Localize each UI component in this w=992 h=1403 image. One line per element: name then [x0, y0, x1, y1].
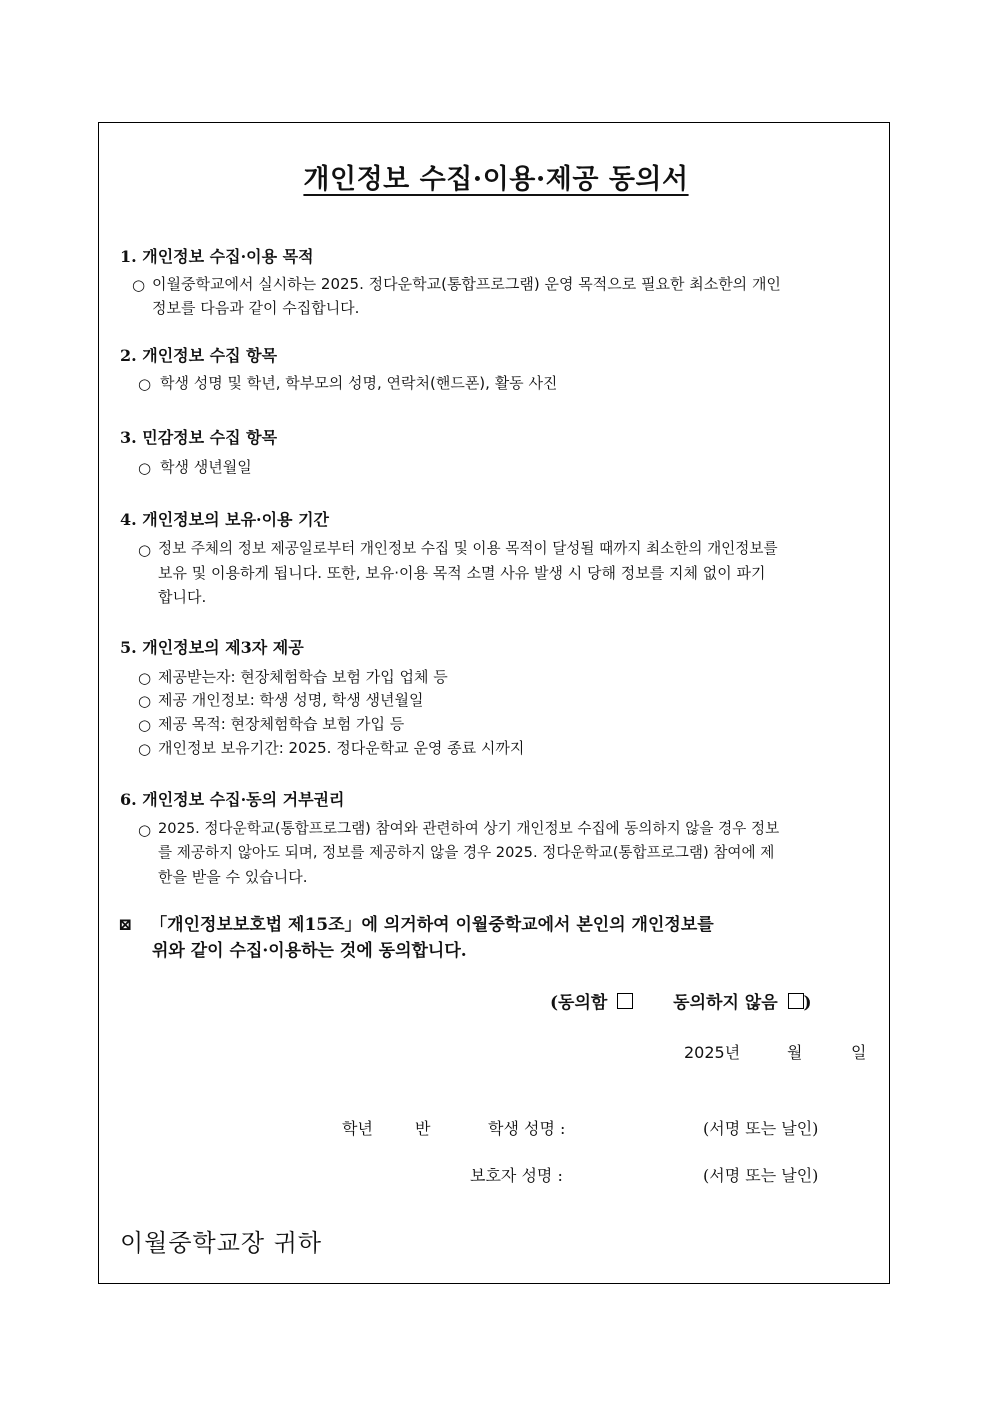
guardian-name-label: 보호자 성명 :	[470, 1166, 563, 1185]
bullet: ○	[138, 375, 152, 393]
section-6-heading: 6. 개인정보 수집·동의 거부권리	[120, 790, 345, 809]
agree-checkbox[interactable]	[617, 993, 633, 1009]
section-1-heading: 1. 개인정보 수집·이용 목적	[120, 247, 314, 266]
section-5-heading: 5. 개인정보의 제3자 제공	[120, 638, 304, 657]
bullet: ○	[138, 716, 152, 734]
checkbox-mark-icon: ⊠	[118, 915, 133, 935]
section-1-line-2: 정보를 다음과 같이 수집합니다.	[152, 299, 360, 317]
bullet: ○	[138, 821, 152, 839]
consent-notice-text-1: 「개인정보보호법 제15조」에 의거하여 이월중학교에서 본인의 개인정보를	[150, 915, 714, 935]
bullet: ○	[138, 692, 152, 710]
date-day: 일	[851, 1043, 867, 1062]
section-4-line-2: 보유 및 이용하게 됩니다. 또한, 보유·이용 목적 소멸 사유 발생 시 당해 정보를 지체 없이 파기	[158, 564, 766, 582]
student-name-label: 학생 성명 :	[488, 1119, 566, 1138]
bullet: ○	[132, 276, 146, 294]
section-3-heading: 3. 민감정보 수집 항목	[120, 428, 278, 447]
consent-notice-line-2: 위와 같이 수집·이용하는 것에 동의합니다.	[152, 941, 467, 961]
section-6-line-1: 2025. 정다운학교(통합프로그램) 참여와 관련하여 상기 개인정보 수집에 동의하지 않을 경우 정보	[158, 820, 780, 837]
bullet: ○	[138, 669, 152, 687]
consent-notice-line-1	[118, 910, 714, 935]
agree-label: 동의함	[558, 993, 608, 1013]
disagree-checkbox[interactable]	[788, 993, 804, 1009]
agreement-open-paren: (	[550, 993, 559, 1013]
disagree-label: 동의하지 않음	[673, 993, 778, 1013]
agreement-close-paren: )	[803, 993, 812, 1013]
grade-label: 학년	[342, 1119, 373, 1138]
agreement-options	[550, 988, 812, 1013]
section-2-line-1: 학생 성명 및 학년, 학부모의 성명, 연락처(핸드폰), 활동 사진	[160, 374, 558, 392]
section-5-line-1: 제공받는자: 현장체험학습 보험 가입 업체 등	[158, 668, 448, 686]
date-year: 2025년	[684, 1043, 741, 1062]
bullet: ○	[138, 459, 152, 477]
section-6-line-2: 를 제공하지 않아도 되며, 정보를 제공하지 않을 경우 2025. 정다운학교(통합프로그램) 참여에 제	[158, 844, 775, 861]
bullet: ○	[138, 740, 152, 758]
section-5-line-3: 제공 목적: 현장체험학습 보험 가입 등	[158, 715, 405, 733]
student-sign-note: (서명 또는 날인)	[703, 1119, 819, 1138]
guardian-sign-note: (서명 또는 날인)	[703, 1166, 819, 1185]
section-5-line-4: 개인정보 보유기간: 2025. 정다운학교 운영 종료 시까지	[158, 739, 525, 757]
section-4-heading: 4. 개인정보의 보유·이용 기간	[120, 510, 330, 529]
section-5-line-2: 제공 개인정보: 학생 성명, 학생 생년월일	[158, 691, 424, 709]
section-6-line-3: 한을 받을 수 있습니다.	[158, 868, 308, 886]
date-month: 월	[787, 1043, 803, 1062]
section-1-line-1: 이월중학교에서 실시하는 2025. 정다운학교(통합프로그램) 운영 목적으로 필요한 최소한의 개인	[152, 275, 781, 293]
section-4-line-3: 합니다.	[158, 588, 207, 606]
section-3-line-1: 학생 생년월일	[160, 458, 252, 476]
bullet: ○	[138, 541, 152, 559]
class-label: 반	[415, 1119, 431, 1138]
section-4-line-1: 정보 주체의 정보 제공일로부터 개인정보 수집 및 이용 목적이 달성될 때까지 최소한의 개인정보를	[158, 540, 778, 557]
addressee: 이월중학교장 귀하	[120, 1229, 323, 1257]
document-title: 개인정보 수집·이용·제공 동의서	[303, 164, 689, 195]
section-2-heading: 2. 개인정보 수집 항목	[120, 346, 278, 365]
